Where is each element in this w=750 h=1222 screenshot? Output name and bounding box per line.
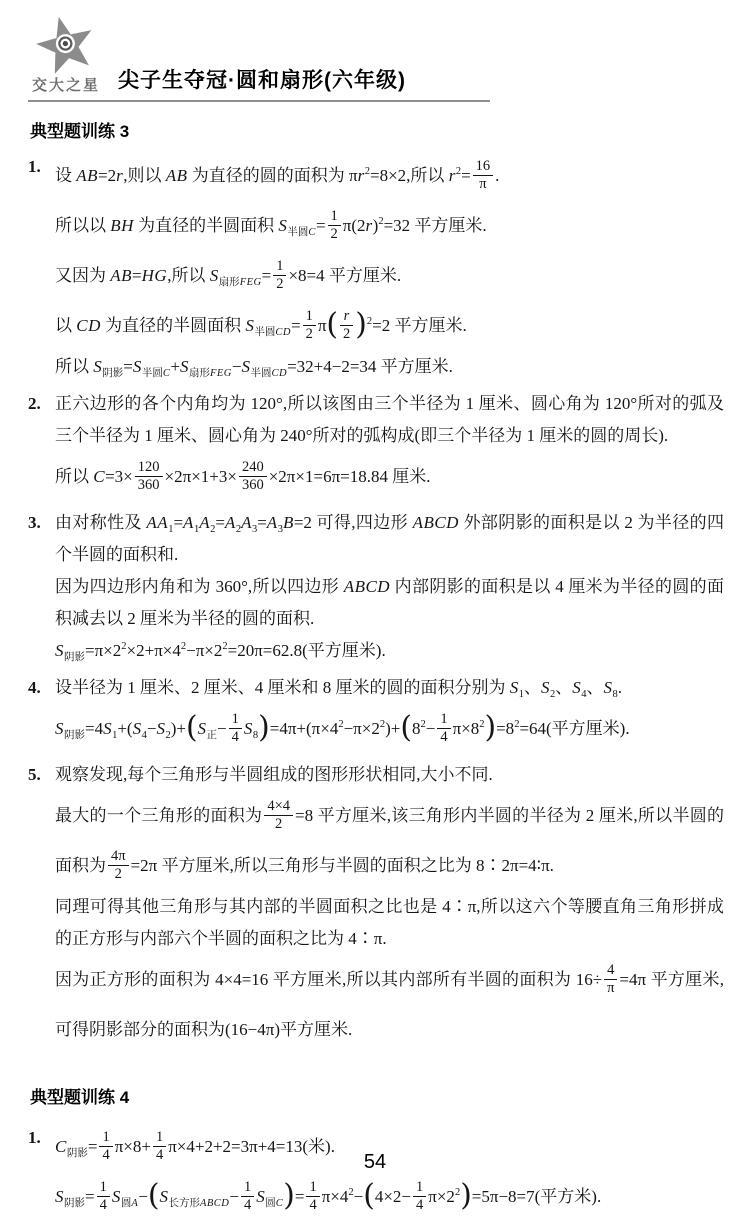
page-title: 尖子生夺冠·圆和扇形(六年级) — [118, 69, 406, 92]
solution-paragraph: 正六边形的各个内角均为 120°,所以该图由三个半径为 1 厘米、圆心角为 120°所对的弧及三个半径为 1 厘米、圆心角为 240°所对的弧构成(即三个半径为 1 厘米的圆的周长). — [55, 394, 724, 445]
fraction: $\frac{4}{\pi}$ — [604, 962, 617, 997]
solution-paragraph: 设 AB=2r,则以 AB 为直径的圆的面积为 $\pi r^2=8\times 2$,所以 $r^2=$ $\frac{16}{\pi}$ . — [55, 157, 500, 192]
solution-paragraph: $S_{阴影}=\pi\times 2^2\times 2+\pi\times 4^2-\pi\times 2^2=20\pi=62.8$(平方厘米). — [55, 641, 386, 663]
solution-paragraph: $S_{阴影}=4S_1+(S_4-S_2)+(S_正-$ $\frac{1}{4}$ $S_8)=4\pi+(\pi\times 4^2-\pi\times 2^2)+(8^2-$ $\frac{1}{4}$ $\pi\times 8^2)=8^2=64$(平方厘米). — [55, 710, 630, 746]
solution-paragraph: 所以 C=3× $\frac{120}{360}$ ×2π×1+3× $\frac{240}{360}$ ×2π×1=6π=18.84 厘米. — [55, 458, 431, 493]
solution-paragraph: 所以 $S_{阴影}=S_{半圆C}+S_{扇形FEG}-S_{半圆CD}=32+4-2=34$ 平方厘米. — [55, 357, 453, 379]
fraction: $\frac{1}{4}$ — [97, 1179, 110, 1214]
big-parenthesis: ) — [460, 1178, 472, 1214]
fraction: $\frac{120}{360}$ — [135, 459, 163, 494]
fraction: $\frac{1}{4}$ — [437, 711, 450, 746]
fraction: $\frac{4\times 4}{2}$ — [264, 798, 293, 833]
page-header — [0, 0, 750, 95]
section-heading: 典型题训练 4 — [30, 1088, 130, 1107]
fraction: $\frac{1}{4}$ — [153, 1129, 166, 1164]
header-rule — [28, 100, 490, 102]
solution-item — [28, 388, 724, 502]
solution-item — [28, 672, 724, 754]
solution-paragraph: 所以以 BH 为直径的半圆面积 $S_{半圆C}=$ $\frac{1}{2}$ $\pi(2r)^2=32$ 平方厘米. — [55, 207, 487, 242]
big-parenthesis: ) — [484, 710, 497, 746]
fraction: $\frac{16}{\pi}$ — [473, 158, 494, 193]
big-parenthesis: ) — [355, 307, 367, 343]
solution-paragraph: 因为正方形的面积为 4×4=16 平方厘米,所以其内部所有半圆的面积为 16÷ $\frac{4}{\pi}$ =4π 平方厘米,可得阴影部分的面积为(16−4π)平方厘米. — [55, 961, 724, 1039]
star-eye-logo-icon — [34, 16, 98, 76]
solution-paragraph: $C_{阴影}=$ $\frac{1}{4}$ π×8+ $\frac{1}{4}$ π×4+2+2=3π+4=13(米). — [55, 1128, 335, 1163]
section-heading: 典型题训练 3 — [30, 122, 130, 141]
item-body — [55, 388, 724, 502]
fraction: $\frac{1}{2}$ — [273, 258, 286, 293]
solutions-content — [0, 117, 750, 1222]
fraction: $\frac{1}{4}$ — [306, 1179, 319, 1214]
item-body — [55, 672, 724, 754]
solution-item — [28, 507, 724, 667]
fraction: $\frac{240}{360}$ — [239, 459, 267, 494]
solution-paragraph: $S_{阴影}=$ $\frac{1}{4}$ $S_{圆A}-(S_{长方形ABCD}-$ $\frac{1}{4}$ $S_{圆C})=$ $\frac{1}{4}$ $\pi\times 4^2-(4\times 2-$ $\frac{1}{4}$ $\pi\times 2^2)=5\pi-8=7$(平方米). — [55, 1178, 602, 1214]
page-number: 54 — [363, 1151, 387, 1173]
solution-paragraph: 由对称性及 $AA_1=A_1A_2=A_2A_3=A_3B=2$ 可得,四边形 ABCD 外部阴影的面积是以 2 为半径的四个半圆的面积和. — [55, 513, 724, 564]
item-body — [55, 759, 724, 1055]
fraction: $\frac{4\pi}{2}$ — [108, 848, 129, 883]
item-number: 4. — [28, 678, 41, 697]
fraction: $\frac{1}{4}$ — [229, 711, 242, 746]
fraction: $\frac{1}{4}$ — [413, 1179, 426, 1214]
solution-paragraph: 以 CD 为直径的半圆面积 $S_{半圆CD}=$ $\frac{1}{2}$ π( $\frac{r}{2}$ )$^2$=2 平方厘米. — [55, 307, 467, 343]
fraction: $\frac{1}{2}$ — [328, 208, 341, 243]
solution-paragraph: 同理可得其他三角形与其内部的半圆面积之比也是 4∶π,所以这六个等腰直角三角形拼成的正方形与内部六个半圆的面积之比为 4∶π. — [55, 897, 724, 948]
big-parenthesis: ) — [258, 710, 270, 746]
item-body — [55, 151, 724, 383]
solution-paragraph: 观察发现,每个三角形与半圆组成的图形形状相同,大小不同. — [55, 765, 493, 784]
solution-paragraph: 最大的一个三角形的面积为 $\frac{4\times 4}{2}$ =8 平方厘米,该三角形内半圆的半径为 2 厘米,所以半圆的面积为 $\frac{4\pi}{2}$ =2π 平方厘米,所以三角形与半圆的面积之比为 8∶2π=4∶π. — [55, 797, 724, 882]
big-parenthesis: ( — [326, 307, 339, 343]
fraction: $\frac{1}{4}$ — [241, 1179, 254, 1214]
item-number: 1. — [28, 1128, 41, 1147]
item-number: 3. — [28, 513, 41, 532]
item-number: 5. — [28, 765, 41, 784]
item-number: 2. — [28, 394, 41, 413]
big-parenthesis: ( — [147, 1178, 160, 1214]
solution-item — [28, 759, 724, 1055]
publisher-logo — [26, 16, 106, 95]
fraction: $\frac{1}{2}$ — [303, 308, 316, 343]
brand-name: 交大之星 — [31, 76, 100, 94]
fraction: $\frac{1}{4}$ — [99, 1129, 112, 1164]
solution-paragraph: 又因为 AB=HG,所以 $S_{扇形FEG}=$ $\frac{1}{2}$ ×8=4 平方厘米. — [55, 257, 402, 292]
big-parenthesis: ( — [185, 710, 198, 746]
big-parenthesis: ( — [363, 1178, 375, 1214]
solution-paragraph: 设半径为 1 厘米、2 厘米、4 厘米和 8 厘米的圆的面积分别为 $S_1$、$S_2$、$S_4$、$S_8$. — [55, 678, 622, 700]
solution-item — [28, 151, 724, 383]
big-parenthesis: ( — [400, 710, 412, 746]
solution-paragraph: 因为四边形内角和为 360°,所以四边形 ABCD 内部阴影的面积是以 4 厘米为半径的圆的面积减去以 2 厘米为半径的圆的面积. — [55, 577, 724, 628]
item-number: 1. — [28, 157, 41, 176]
fraction: $\frac{r}{2}$ — [340, 308, 353, 343]
big-parenthesis: ) — [283, 1178, 295, 1214]
item-body — [55, 507, 724, 667]
